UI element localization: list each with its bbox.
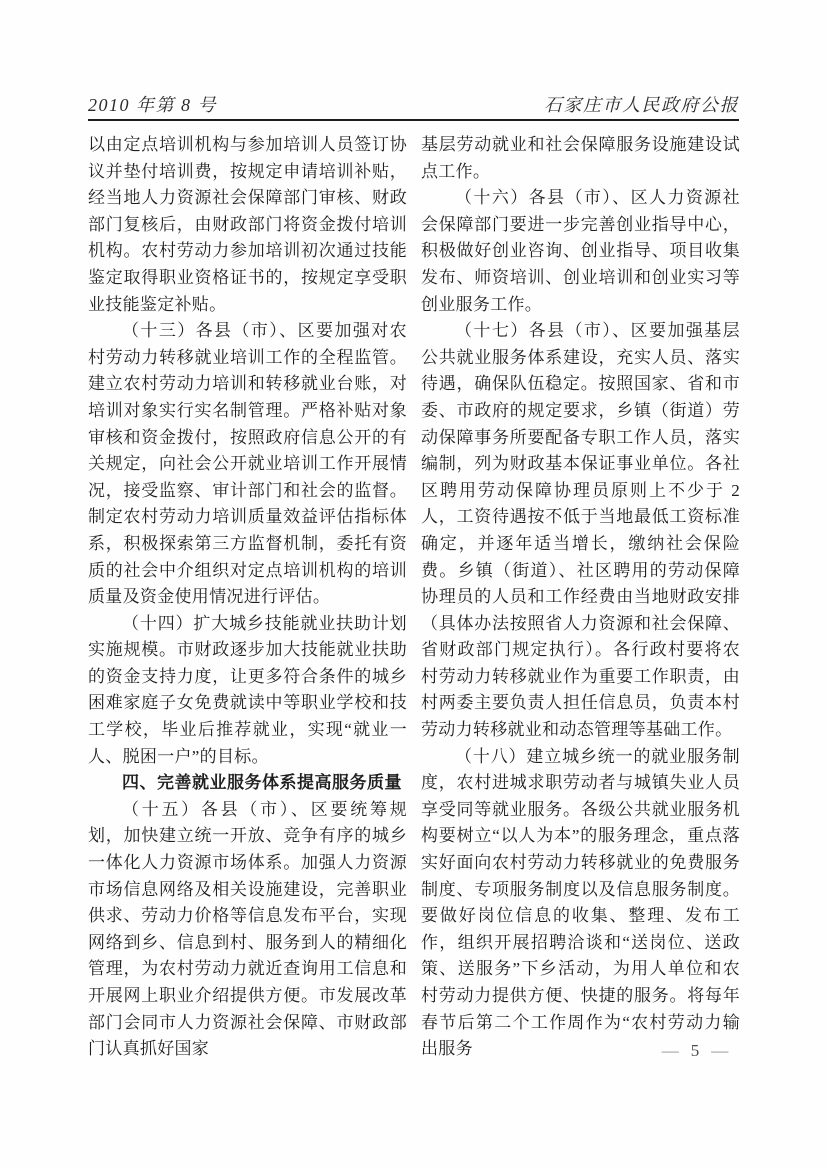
footer-dash-right: — — [711, 1041, 729, 1060]
right-column — [421, 132, 740, 1063]
paragraph-item-13: （十三）各县（市）、区要加强对农村劳动力转移就业培训工作的全程监管。建立农村劳动力培训和转移就业台账，对培训对象实行实名制管理。严格补贴对象审核和资金拨付，按照政府信息公开的有关规定，向社会公开就业培训工作开展情况，接受监察、审计部门和社会的监督。制定农村劳动力培训质量效益评估指标体系，积极探索第三方监督机制，委托有资质的社会中介组织对定点培训机构的培训质量及资金使用情况进行评估。 — [88, 321, 407, 607]
paragraph-continuation: 以由定点培训机构与参加培训人员签订协议并垫付培训费，按规定申请培训补贴，经当地人力资源社会保障部门审核、财政部门复核后，由财政部门将资金拨付培训机构。农村劳动力参加培训初次通过技能鉴定取得职业资格证书的，按规定享受职业技能鉴定补贴。 — [88, 135, 407, 314]
page-number: 5 — [690, 1041, 700, 1060]
publication-title: 石家庄市人民政府公报 — [544, 95, 739, 115]
left-column — [88, 132, 407, 1063]
paragraph-item-16: （十六）各县（市）、区人力资源社会保障部门要进一步完善创业指导中心，积极做好创业咨询、创业指导、项目收集发布、师资培训、创业培训和创业实习等创业服务工作。 — [421, 188, 740, 314]
page-header — [88, 91, 739, 117]
footer-dash-left: — — [661, 1041, 679, 1060]
paragraph-item-18: （十八）建立城乡统一的就业服务制度，农村进城求职劳动者与城镇失业人员享受同等就业服务。各级公共就业服务机构要树立“以人为本”的服务理念，重点落实好面向农村劳动力转移就业的免费服务制度、专项服务制度以及信息服务制度。要做好岗位信息的收集、整理、发布工作，组织开展招聘洽谈和“送岗位、送政策、送服务”下乡活动，为用人单位和农村劳动力提供方便、快捷的服务。将每年春节后第二个工作周作为“农村劳动力输出服务 — [421, 746, 740, 1059]
text-columns — [88, 132, 740, 1063]
paragraph-continuation: 基层劳动就业和社会保障服务设施建设试点工作。 — [421, 135, 740, 181]
paragraph-item-14: （十四）扩大城乡技能就业扶助计划实施规模。市财政逐步加大技能就业扶助的资金支持力度，让更多符合条件的城乡困难家庭子女免费就读中等职业学校和技工学校，毕业后推荐就业，实现“就业一人、脱困一户”的目标。 — [88, 613, 407, 766]
paragraph-item-17: （十七）各县（市）、区要加强基层公共就业服务体系建设，充实人员、落实待遇，确保队伍稳定。按照国家、省和市委、市政府的规定要求，乡镇（街道）劳动保障事务所要配备专职工作人员，落实编制，列为财政基本保证事业单位。各社区聘用劳动保障协理员原则上不少于 2 人，工资待遇按不低于当地最低工资标准确定，并逐年适当增长，缴纳社会保险费。乡镇（街道）、社区聘用的劳动保障协理员的人员和工作经费由当地财政安排（具体办法按照省人力资源和社会保障、省财政部门规定执行）。各行政村要将农村劳动力转移就业作为重要工作职责，由村两委主要负责人担任信息员，负责本村劳动力转移就业和动态管理等基础工作。 — [421, 321, 740, 740]
issue-number: 2010 年第 8 号 — [88, 95, 217, 115]
page-footer — [640, 1041, 750, 1061]
paragraph-item-15: （十五）各县（市）、区要统筹规划，加快建立统一开放、竞争有序的城乡一体化人力资源市场体系。加强人力资源市场信息网络及相关设施建设，完善职业供求、劳动力价格等信息发布平台，实现网络到乡、信息到村、服务到人的精细化管理，为农村劳动力就近查询用工信息和开展网上职业介绍提供方便。市发展改革部门会同市人力资源社会保障、市财政部门认真抓好国家 — [88, 799, 407, 1059]
section-heading-4: 四、完善就业服务体系提高服务质量 — [122, 773, 402, 793]
header-rule — [88, 119, 739, 121]
